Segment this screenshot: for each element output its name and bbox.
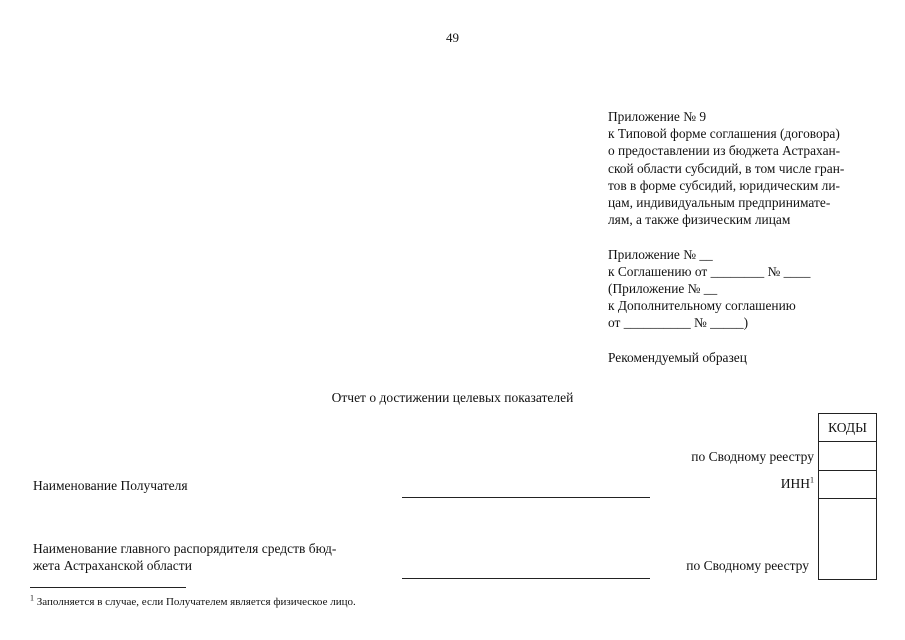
distributor-name-field	[402, 578, 650, 579]
footnote	[30, 593, 356, 608]
appendix-text-line: цам, индивидуальным предпринимате-	[608, 195, 831, 211]
recommended-sample-label: Рекомендуемый образец	[608, 349, 747, 365]
codes-header: КОДЫ	[818, 413, 877, 441]
appendix-title: Приложение № 9	[608, 109, 707, 124]
code-cell-registry-2	[818, 498, 877, 580]
inn-label: ИНН$^1$	[780, 475, 814, 491]
distributor-label-line: Наименование главного распорядителя средств бюд-	[33, 541, 337, 556]
report-title: Отчет о достижении целевых показателей	[331, 390, 574, 405]
recipient-label: Наименование Получателя	[33, 478, 188, 493]
agreement-reference: к Соглашению от ________ № ____	[608, 263, 811, 279]
footnote-divider	[30, 587, 186, 588]
supplementary-agreement-label: к Дополнительному соглашению	[608, 298, 796, 314]
supplementary-agreement-date: от __________ № _____)	[608, 315, 749, 331]
appendix-text-line: ской области субсидий, в том числе гран-	[608, 160, 845, 176]
appendix-block	[608, 108, 874, 366]
registry-label-2: по Сводному реестру	[686, 558, 809, 573]
distributor-label-line: жета Астраханской области	[33, 558, 192, 573]
footnote-text: Заполняется в случае, если Получателем является физическое лицо.	[36, 596, 356, 608]
inn-footnote-mark: 1	[810, 475, 814, 485]
code-cell-inn	[818, 470, 877, 498]
agreement-appendix-number: Приложение № __	[608, 246, 713, 262]
footnote-mark: 1	[30, 593, 34, 603]
registry-label-1: по Сводному реестру	[691, 449, 814, 464]
supplementary-appendix-number: (Приложение № __	[608, 281, 718, 297]
code-cell-registry-1	[818, 441, 877, 470]
appendix-text-line: о предоставлении из бюджета Астрахан-	[608, 143, 841, 159]
appendix-text-line: лям, а также физическим лицам	[608, 212, 791, 228]
appendix-text-line: к Типовой форме соглашения (договора)	[608, 126, 840, 142]
page-number: 49	[446, 30, 459, 45]
recipient-name-field	[402, 497, 650, 498]
appendix-text-line: тов в форме субсидий, юридическим ли-	[608, 177, 840, 193]
distributor-label	[33, 540, 378, 574]
